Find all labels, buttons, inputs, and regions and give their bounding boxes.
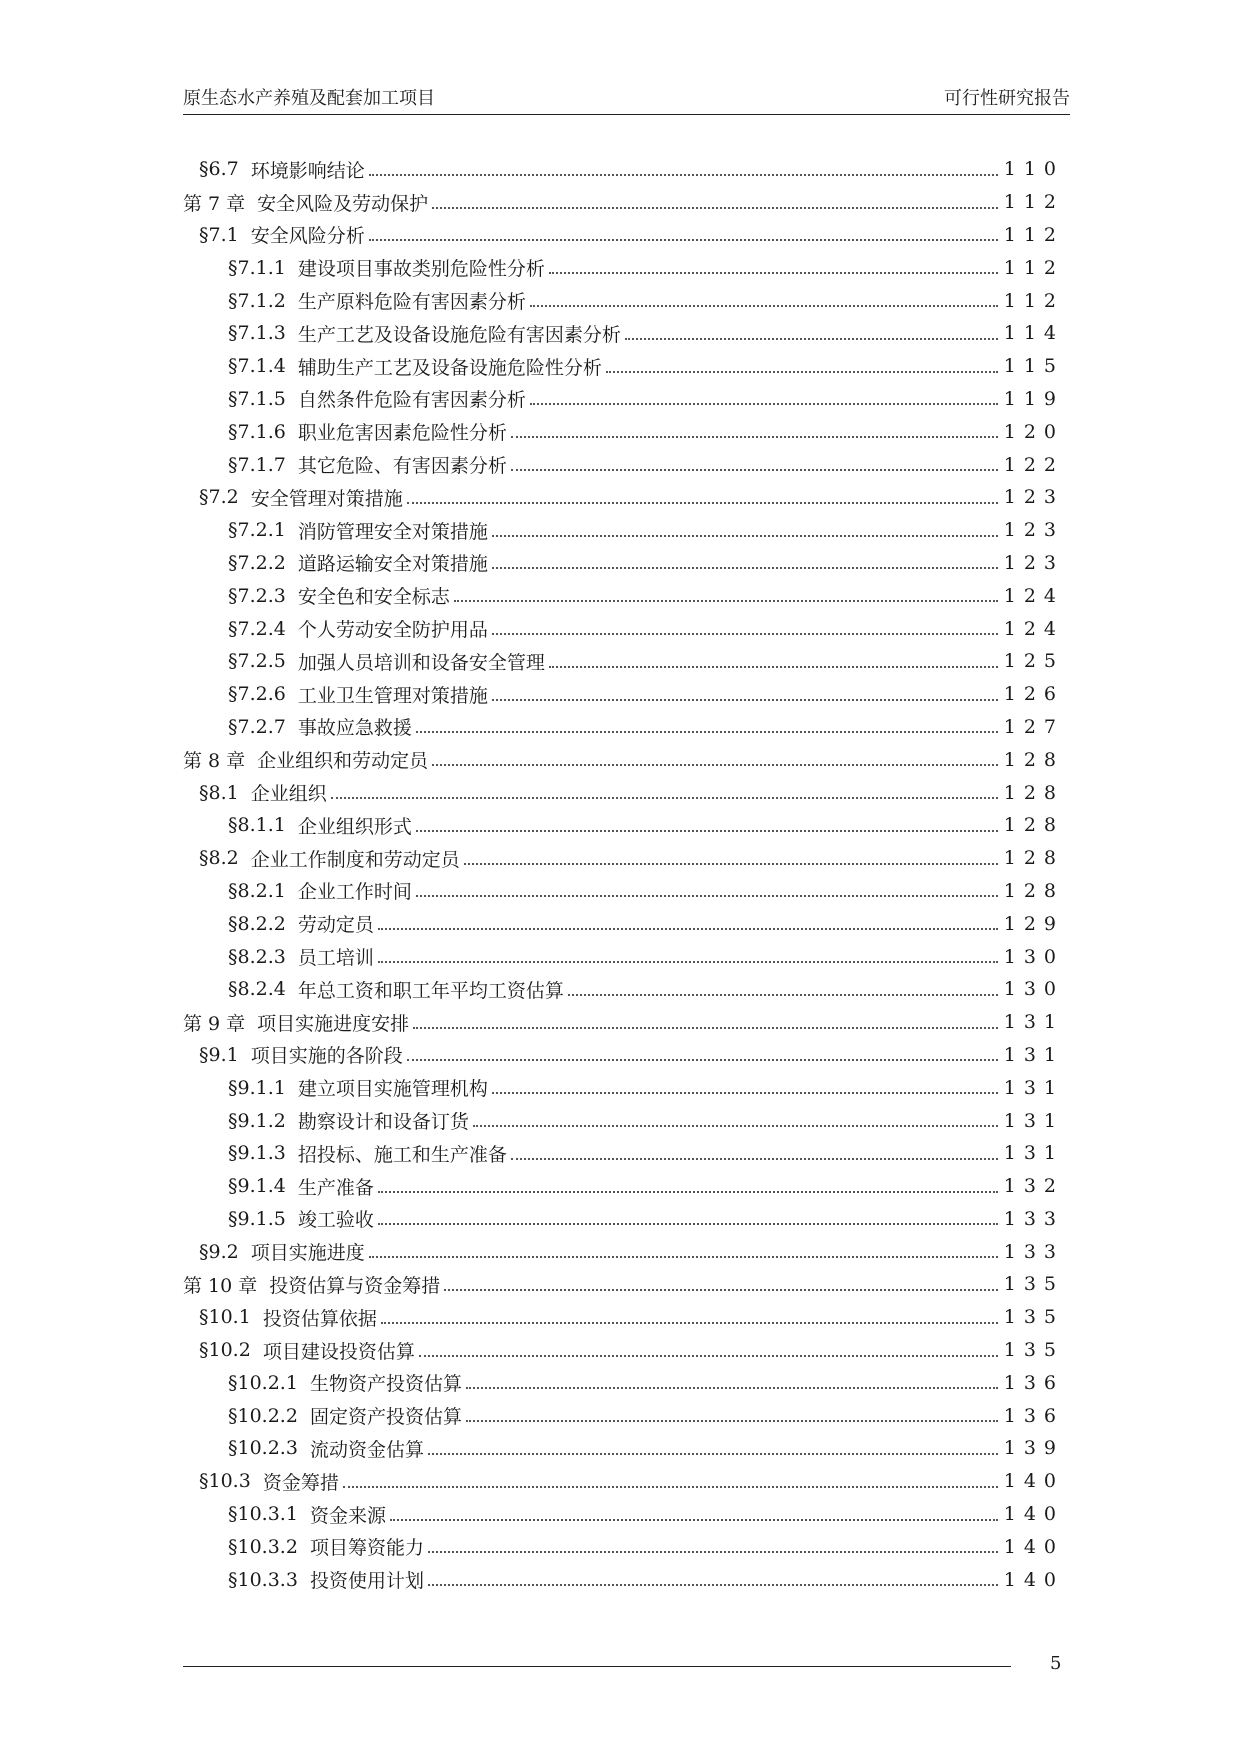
toc-entry-page: 128 — [1003, 748, 1064, 771]
toc-entry-page: 127 — [1003, 715, 1064, 738]
toc-entry[interactable] — [183, 907, 1064, 940]
toc-entry-title: 企业组织形式 — [297, 815, 412, 838]
toc-entry-title: 企业工作制度和劳动定员 — [250, 848, 460, 871]
toc-entry-title: 辅助生产工艺及设备设施危险性分析 — [297, 356, 602, 379]
toc-dot-leader — [549, 271, 998, 274]
toc-entry-title: 项目实施进度 — [250, 1242, 365, 1265]
toc-entry-number: 第 10 章 — [183, 1274, 258, 1297]
toc-entry-page: 123 — [1003, 486, 1064, 509]
toc-dot-leader — [343, 1485, 998, 1488]
toc-entry-number: 第 7 章 — [183, 192, 246, 215]
toc-entry[interactable] — [183, 711, 1064, 744]
toc-entry[interactable] — [183, 1071, 1064, 1104]
toc-entry-number: §10.2.3 — [228, 1437, 298, 1460]
toc-entry-page: 120 — [1003, 420, 1064, 443]
toc-entry-title: 环境影响结论 — [250, 159, 365, 182]
toc-entry-number: §8.1.1 — [228, 814, 286, 837]
toc-dot-leader — [473, 1124, 998, 1127]
toc-entry-title: 其它危险、有害因素分析 — [297, 455, 507, 478]
toc-dot-leader — [369, 238, 998, 241]
toc-entry-title: 企业组织 — [250, 783, 327, 806]
toc-entry-title: 企业组织和劳动定员 — [257, 750, 429, 773]
toc-entry-page: 131 — [1003, 1142, 1064, 1165]
toc-entry-number: §9.1.1 — [228, 1076, 286, 1099]
toc-entry-title: 建立项目实施管理机构 — [297, 1078, 488, 1101]
toc-entry-number: §8.2.4 — [228, 978, 286, 1001]
toc-entry[interactable] — [183, 251, 1064, 284]
toc-entry-page: 124 — [1003, 617, 1064, 640]
toc-entry-title: 职业危害因素危险性分析 — [297, 422, 507, 445]
toc-dot-leader — [390, 1518, 998, 1521]
toc-entry-page: 133 — [1003, 1207, 1064, 1230]
toc-entry-number: §8.2.3 — [228, 945, 286, 968]
toc-entry-title: 消防管理安全对策措施 — [297, 520, 488, 543]
toc-entry-number: §7.2.7 — [228, 715, 286, 738]
toc-entry-title: 固定资产投资估算 — [309, 1406, 462, 1429]
toc-entry-number: §9.1.5 — [228, 1207, 286, 1230]
toc-entry-title: 流动资金估算 — [309, 1438, 424, 1461]
toc-entry-page: 135 — [1003, 1273, 1064, 1296]
page-number: 5 — [1050, 1653, 1062, 1674]
toc-entry-title: 员工培训 — [297, 947, 374, 970]
toc-entry-number: §10.2.1 — [228, 1371, 298, 1394]
toc-entry[interactable] — [183, 1334, 1064, 1367]
toc-entry[interactable] — [183, 1366, 1064, 1399]
toc-entry-page: 140 — [1003, 1503, 1064, 1526]
toc-entry-title: 道路运输安全对策措施 — [297, 553, 488, 576]
toc-entry[interactable] — [183, 809, 1064, 842]
toc-entry[interactable] — [183, 284, 1064, 317]
footer-divider — [183, 1666, 1011, 1667]
toc-entry-number: §7.1.1 — [228, 256, 286, 279]
toc-entry-number: §9.1.2 — [228, 1109, 286, 1132]
toc-entry-title: 投资估算依据 — [262, 1307, 377, 1330]
toc-entry-page: 135 — [1003, 1339, 1064, 1362]
toc-entry-number: §7.1.4 — [228, 355, 286, 378]
toc-entry-number: §8.1 — [199, 781, 239, 804]
toc-dot-leader — [444, 1288, 997, 1291]
toc-entry-page: 124 — [1003, 584, 1064, 607]
toc-entry-title: 投资使用计划 — [309, 1570, 424, 1593]
toc-entry-page: 128 — [1003, 879, 1064, 902]
toc-entry[interactable] — [183, 1563, 1064, 1596]
toc-dot-leader — [378, 960, 998, 963]
toc-entry-title: 资金来源 — [309, 1504, 386, 1527]
toc-entry-page: 139 — [1003, 1437, 1064, 1460]
toc-entry-title: 事故应急救援 — [297, 717, 412, 740]
toc-entry-title: 生产原料危险有害因素分析 — [297, 291, 526, 314]
toc-entry-title: 投资估算与资金筹措 — [269, 1274, 441, 1297]
toc-dot-leader — [378, 927, 998, 930]
toc-entry-page: 136 — [1003, 1371, 1064, 1394]
toc-entry[interactable] — [183, 1498, 1064, 1531]
toc-entry[interactable] — [183, 1104, 1064, 1137]
toc-entry[interactable] — [183, 481, 1064, 514]
header-project-title: 原生态水产养殖及配套加工项目 — [183, 88, 435, 109]
toc-entry-number: §7.1.5 — [228, 387, 286, 410]
toc-entry-number: §9.1.4 — [228, 1175, 286, 1198]
toc-entry-page: 140 — [1003, 1470, 1064, 1493]
toc-dot-leader — [378, 1222, 998, 1225]
toc-entry[interactable] — [183, 842, 1064, 875]
page-header — [183, 86, 1070, 115]
toc-entry-page: 112 — [1003, 191, 1064, 214]
toc-entry-page: 140 — [1003, 1568, 1064, 1591]
toc-entry[interactable] — [183, 350, 1064, 383]
toc-entry-number: §9.1.3 — [228, 1142, 286, 1165]
toc-entry-number: 第 9 章 — [183, 1012, 246, 1035]
toc-entry-number: §10.3.1 — [228, 1503, 298, 1526]
toc-dot-leader — [369, 173, 998, 176]
toc-entry[interactable] — [183, 448, 1064, 481]
toc-entry-page: 140 — [1003, 1535, 1064, 1558]
toc-entry[interactable] — [183, 1137, 1064, 1170]
toc-entry-number: §10.3 — [199, 1470, 251, 1493]
toc-entry-page: 115 — [1003, 355, 1064, 378]
toc-entry[interactable] — [183, 1301, 1064, 1334]
toc-entry-number: §7.1.3 — [228, 322, 286, 345]
toc-entry-title: 资金筹措 — [262, 1471, 339, 1494]
toc-entry-title: 建设项目事故类别危险性分析 — [297, 258, 545, 281]
toc-entry-title: 个人劳动安全防护用品 — [297, 619, 488, 642]
toc-entry-number: §9.1 — [199, 1043, 239, 1066]
toc-entry-title: 年总工资和职工年平均工资估算 — [297, 979, 564, 1002]
toc-entry-page: 122 — [1003, 453, 1064, 476]
toc-dot-leader — [407, 501, 998, 504]
toc-entry-number: §7.1.6 — [228, 420, 286, 443]
toc-entry-page: 131 — [1003, 1109, 1064, 1132]
toc-entry[interactable] — [183, 776, 1064, 809]
toc-entry[interactable] — [183, 1432, 1064, 1465]
header-report-type: 可行性研究报告 — [944, 88, 1070, 109]
toc-entry[interactable] — [183, 383, 1064, 416]
toc-entry[interactable] — [183, 973, 1064, 1006]
toc-entry-page: 128 — [1003, 814, 1064, 837]
toc-entry[interactable] — [183, 317, 1064, 350]
toc-entry[interactable] — [183, 1465, 1064, 1498]
toc-entry-page: 132 — [1003, 1175, 1064, 1198]
toc-entry[interactable] — [183, 514, 1064, 547]
toc-entry[interactable] — [183, 1039, 1064, 1072]
toc-entry-number: §8.2.2 — [228, 912, 286, 935]
table-of-contents — [183, 153, 1064, 1596]
toc-dot-leader — [530, 304, 998, 307]
toc-entry[interactable] — [183, 1170, 1064, 1203]
toc-dot-leader — [511, 435, 998, 438]
toc-entry-number: §10.3.2 — [228, 1535, 298, 1558]
toc-entry[interactable] — [183, 186, 1064, 219]
toc-entry-number: §7.2.4 — [228, 617, 286, 640]
toc-entry-page: 131 — [1003, 1011, 1064, 1034]
toc-entry[interactable] — [183, 219, 1064, 252]
toc-entry[interactable] — [183, 678, 1064, 711]
toc-entry-title: 竣工验收 — [297, 1209, 374, 1232]
toc-entry[interactable] — [183, 1006, 1064, 1039]
toc-entry-number: §7.1.7 — [228, 453, 286, 476]
toc-dot-leader — [530, 402, 998, 405]
toc-dot-leader — [492, 632, 998, 635]
toc-dot-leader — [331, 796, 998, 799]
toc-dot-leader — [492, 1091, 998, 1094]
toc-entry-title: 项目实施的各阶段 — [250, 1045, 403, 1068]
toc-entry-page: 131 — [1003, 1043, 1064, 1066]
toc-entry-number: §6.7 — [199, 158, 239, 181]
toc-entry-page: 135 — [1003, 1306, 1064, 1329]
toc-entry-number: 第 8 章 — [183, 750, 246, 773]
toc-entry[interactable] — [183, 612, 1064, 645]
toc-entry-page: 128 — [1003, 781, 1064, 804]
toc-entry-number: §10.2 — [199, 1339, 251, 1362]
toc-entry-title: 安全风险及劳动保护 — [257, 192, 429, 215]
toc-entry-page: 130 — [1003, 978, 1064, 1001]
toc-entry[interactable] — [183, 1530, 1064, 1563]
toc-dot-leader — [432, 763, 998, 766]
toc-entry[interactable] — [183, 1399, 1064, 1432]
toc-dot-leader — [511, 468, 998, 471]
toc-entry-page: 130 — [1003, 945, 1064, 968]
toc-entry-number: §7.2.6 — [228, 683, 286, 706]
toc-entry-title: 工业卫生管理对策措施 — [297, 684, 488, 707]
toc-entry-page: 112 — [1003, 223, 1064, 246]
toc-entry-title: 企业工作时间 — [297, 881, 412, 904]
toc-dot-leader — [568, 993, 998, 996]
toc-entry-number: §7.1 — [199, 223, 239, 246]
toc-dot-leader — [381, 1321, 998, 1324]
toc-entry-page: 119 — [1003, 387, 1064, 410]
toc-entry-number: §10.1 — [199, 1306, 251, 1329]
toc-entry-number: §7.2.1 — [228, 519, 286, 542]
toc-entry-title: 安全风险分析 — [250, 225, 365, 248]
toc-entry-title: 项目实施进度安排 — [257, 1012, 410, 1035]
toc-entry-title: 自然条件危险有害因素分析 — [297, 389, 526, 412]
toc-entry-number: §7.2 — [199, 486, 239, 509]
toc-entry[interactable] — [183, 743, 1064, 776]
toc-dot-leader — [466, 1386, 998, 1389]
toc-entry[interactable] — [183, 875, 1064, 908]
toc-entry[interactable] — [183, 547, 1064, 580]
toc-dot-leader — [369, 1255, 998, 1258]
toc-entry-page: 123 — [1003, 551, 1064, 574]
toc-entry-title: 加强人员培训和设备安全管理 — [297, 651, 545, 674]
toc-dot-leader — [511, 1157, 998, 1160]
toc-entry-title: 项目筹资能力 — [309, 1537, 424, 1560]
toc-dot-leader — [413, 1026, 998, 1029]
toc-entry[interactable] — [183, 415, 1064, 448]
toc-dot-leader — [432, 206, 998, 209]
toc-entry-page: 112 — [1003, 289, 1064, 312]
toc-entry[interactable] — [183, 940, 1064, 973]
toc-entry-number: §7.2.3 — [228, 584, 286, 607]
toc-entry-page: 125 — [1003, 650, 1064, 673]
toc-entry-number: §8.2 — [199, 847, 239, 870]
toc-entry-title: 招投标、施工和生产准备 — [297, 1143, 507, 1166]
toc-entry-page: 136 — [1003, 1404, 1064, 1427]
toc-dot-leader — [625, 337, 998, 340]
toc-entry-page: 129 — [1003, 912, 1064, 935]
toc-entry-title: 项目建设投资估算 — [262, 1340, 415, 1363]
toc-dot-leader — [428, 1583, 998, 1586]
toc-entry-page: 110 — [1003, 158, 1064, 181]
toc-entry-number: §10.3.3 — [228, 1568, 298, 1591]
toc-entry-page: 114 — [1003, 322, 1064, 345]
toc-dot-leader — [492, 534, 998, 537]
toc-dot-leader — [428, 1452, 998, 1455]
toc-entry-number: §9.2 — [199, 1240, 239, 1263]
toc-entry-page: 128 — [1003, 847, 1064, 870]
toc-entry-page: 126 — [1003, 683, 1064, 706]
toc-dot-leader — [454, 599, 998, 602]
toc-entry[interactable] — [183, 1203, 1064, 1236]
toc-dot-leader — [492, 698, 998, 701]
toc-dot-leader — [416, 730, 998, 733]
toc-dot-leader — [492, 566, 998, 569]
toc-dot-leader — [606, 370, 998, 373]
toc-entry[interactable] — [183, 1268, 1064, 1301]
toc-dot-leader — [464, 862, 998, 865]
toc-entry-number: §8.2.1 — [228, 879, 286, 902]
toc-dot-leader — [466, 1419, 998, 1422]
toc-dot-leader — [416, 894, 998, 897]
toc-dot-leader — [407, 1058, 998, 1061]
toc-entry-title: 生物资产投资估算 — [309, 1373, 462, 1396]
toc-entry-title: 生产准备 — [297, 1176, 374, 1199]
toc-entry-title: 生产工艺及设备设施危险有害因素分析 — [297, 323, 621, 346]
toc-entry[interactable] — [183, 645, 1064, 678]
toc-dot-leader — [428, 1550, 998, 1553]
toc-dot-leader — [378, 1190, 998, 1193]
toc-entry[interactable] — [183, 153, 1064, 186]
toc-entry-number: §7.2.5 — [228, 650, 286, 673]
toc-entry-number: §10.2.2 — [228, 1404, 298, 1427]
toc-entry-title: 安全色和安全标志 — [297, 586, 450, 609]
toc-entry-page: 131 — [1003, 1076, 1064, 1099]
toc-dot-leader — [416, 829, 998, 832]
toc-entry-page: 112 — [1003, 256, 1064, 279]
toc-entry-title: 劳动定员 — [297, 914, 374, 937]
toc-entry-title: 安全管理对策措施 — [250, 487, 403, 510]
toc-entry-title: 勘察设计和设备订货 — [297, 1111, 469, 1133]
toc-entry[interactable] — [183, 579, 1064, 612]
toc-dot-leader — [549, 665, 998, 668]
toc-entry-number: §7.2.2 — [228, 551, 286, 574]
toc-entry-page: 123 — [1003, 519, 1064, 542]
toc-entry-number: §7.1.2 — [228, 289, 286, 312]
toc-dot-leader — [419, 1354, 998, 1357]
toc-entry[interactable] — [183, 1235, 1064, 1268]
toc-entry-page: 133 — [1003, 1240, 1064, 1263]
